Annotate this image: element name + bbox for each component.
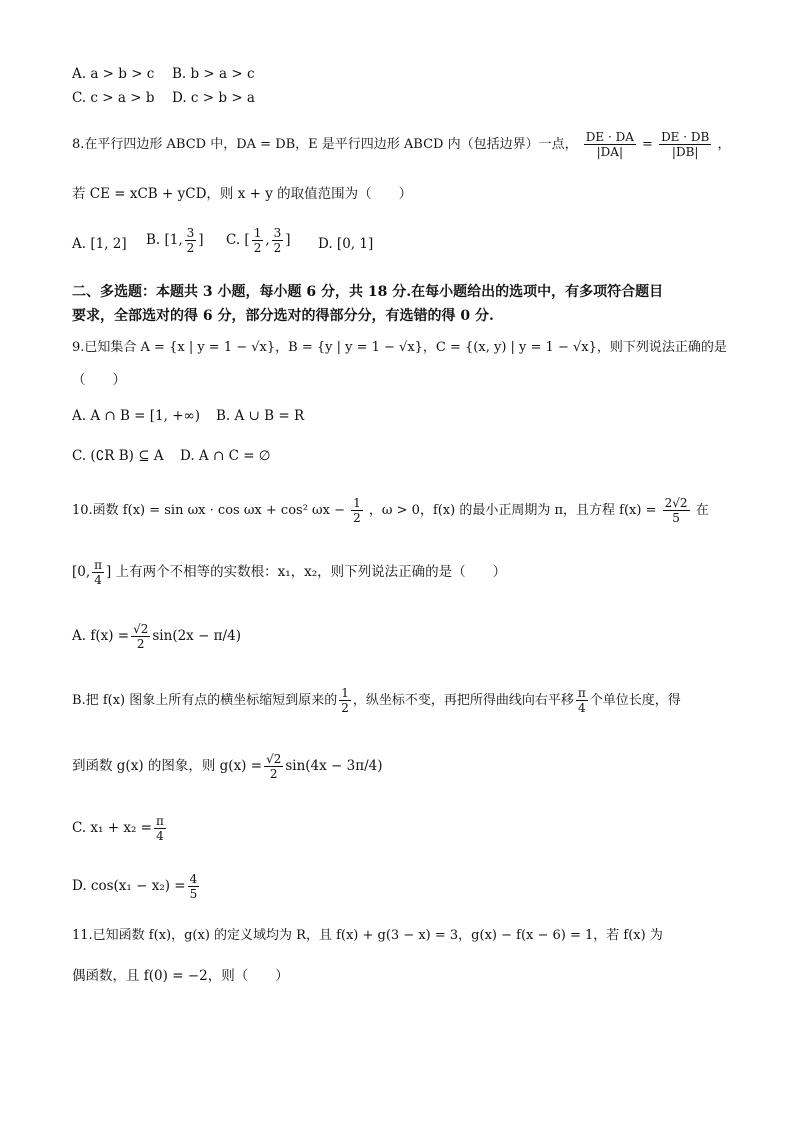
q8-fraction-right-num: DE · DB — [661, 130, 710, 144]
q10-option-b-l2-den: 2 — [269, 767, 278, 781]
q8-option-a: A. [1, 2] — [72, 236, 127, 252]
q8-fraction-left-den: |DA| — [596, 145, 623, 159]
q10-option-c-num: π — [155, 814, 164, 828]
q10-option-d-pre: D. cos(x₁ − x₂) = — [72, 878, 186, 894]
q10-option-b-l1-pfrac — [576, 686, 588, 715]
q10-option-b-l1-pnum: π — [577, 686, 586, 700]
q10-option-b-l2-frac — [264, 752, 283, 781]
q10-half-den: 2 — [353, 511, 361, 525]
q7-option-c: C. c > a > b — [72, 90, 155, 106]
q10-root-frac — [663, 496, 690, 525]
q10-root-num: 2√2 — [664, 496, 688, 510]
q10-line1-pre: 10.函数 f(x) = sin ωx · cos ωx + cos² ωx − — [72, 503, 345, 518]
q10-option-a-frac — [131, 622, 150, 651]
q8-option-b-den: 2 — [186, 241, 195, 255]
q10-line2-pre: [0, — [72, 564, 91, 580]
q8-option-c-den2: 2 — [273, 241, 282, 255]
q9-stem-line2: （ ） — [72, 372, 126, 388]
q10-line1-post: 在 — [695, 503, 709, 518]
q8-lead: 8.在平行四边形 ABCD 中，DA = DB，E 是平行四边形 ABCD 内（包括边界）一点， — [72, 137, 578, 152]
q9-option-b: B. A ∪ B = R — [216, 408, 305, 424]
q8-equals: = — [642, 137, 653, 152]
q10-option-b-l1-frac — [339, 686, 351, 715]
q8-option-c-frac1 — [252, 226, 264, 255]
q8-fraction-right — [659, 130, 711, 159]
q8-option-d: D. [0, 1] — [318, 236, 374, 252]
q8-option-c-sep: , — [265, 232, 270, 248]
q10-option-a-pre: A. f(x) = — [72, 628, 130, 644]
q10-option-c-den: 4 — [156, 829, 164, 843]
q10-option-b-line2 — [72, 752, 383, 781]
q10-option-c — [72, 814, 168, 843]
q8-option-b-post: ] — [198, 232, 204, 248]
q10-line2-post: ] 上有两个不相等的实数根：x₁，x₂，则下列说法正确的是（ ） — [106, 564, 507, 580]
q8-option-c — [226, 226, 291, 255]
q8-fraction-right-den: |DB| — [671, 145, 699, 159]
q10-option-b-l1-mid: ，纵坐标不变，再把所得曲线向右平移 — [352, 693, 574, 708]
q9-stem-line1: 9.已知集合 A = {x | y = 1 − √x}，B = {y | y = 1 − √x}，C = {(x, y) | y = 1 − √x}，则下列说法正确的是 — [72, 340, 727, 355]
q10-option-d-den: 5 — [189, 887, 198, 901]
q9-option-c: C. (∁R B) ⊆ A — [72, 448, 164, 464]
q10-option-b-l2-pre: 到函数 g(x) 的图象，则 g(x) = — [72, 758, 263, 774]
q8-fraction-left — [584, 130, 636, 159]
q10-option-b-l2-num: √2 — [266, 752, 282, 766]
q10-stem-line1 — [72, 496, 709, 525]
q8-cond-tail: ， — [717, 137, 731, 152]
q9-option-d: D. A ∩ C = ∅ — [180, 448, 271, 464]
q10-option-c-frac — [154, 814, 166, 843]
q10-half-num: 1 — [353, 496, 361, 510]
q8-option-b-pre: B. [1, — [146, 232, 183, 248]
q10-interval-num: π — [94, 558, 103, 572]
q11-stem-line2: 偶函数，且 f(0) = −2，则（ ） — [72, 968, 289, 984]
q8-option-c-num2: 3 — [273, 226, 282, 240]
q8-option-b — [146, 226, 204, 255]
q11-stem-line1: 11.已知函数 f(x)，g(x) 的定义域均为 R，且 f(x) + g(3 − x) = 3，g(x) − f(x − 6) = 1，若 f(x) 为 — [72, 928, 663, 943]
q9-option-a: A. A ∩ B = [1, +∞) — [72, 408, 201, 424]
q8-fraction-left-num: DE · DA — [585, 130, 634, 144]
q10-option-b-line1 — [72, 686, 681, 715]
q10-root-den: 5 — [672, 511, 680, 525]
q10-option-b-l1-post: 个单位长度，得 — [589, 693, 681, 708]
q8-option-c-den1: 2 — [253, 241, 262, 255]
section2-heading-line2: 要求，全部选对的得 6 分，部分选对的得部分分，有选错的得 0 分. — [72, 308, 494, 324]
q10-option-d-frac — [188, 872, 200, 901]
q10-line1-mid: ，ω > 0，f(x) 的最小正周期为 π，且方程 f(x) = — [368, 503, 657, 518]
q10-option-a-den: 2 — [136, 637, 145, 651]
q10-interval-frac — [92, 558, 104, 587]
q10-option-a-num: √2 — [133, 622, 149, 636]
q10-option-b-l1-pden: 4 — [578, 701, 586, 715]
q7-option-a: A. a > b > c — [72, 66, 155, 82]
q8-option-b-frac — [185, 226, 197, 255]
q10-option-b-l2-post: sin(4x − 3π/4) — [285, 758, 383, 774]
q10-stem-line2 — [72, 558, 506, 587]
q7-option-d: D. c > b > a — [172, 90, 255, 106]
q10-half-frac — [351, 496, 363, 525]
q8-option-c-num1: 1 — [253, 226, 262, 240]
q8-option-c-pre: C. [ — [226, 232, 250, 248]
q10-option-b-l1-den: 2 — [341, 701, 349, 715]
q8-option-b-num: 3 — [186, 226, 195, 240]
q7-option-b: B. b > a > c — [172, 66, 255, 82]
q10-option-d — [72, 872, 201, 901]
q10-option-b-l1-num: 1 — [341, 686, 349, 700]
q8-option-c-post: ] — [285, 232, 291, 248]
q8-stem-line1 — [72, 130, 730, 159]
q8-stem-line2: 若 CE = xCB + yCD，则 x + y 的取值范围为（ ） — [72, 186, 413, 202]
q10-option-d-num: 4 — [189, 872, 198, 886]
q10-option-b-l1-pre: B.把 f(x) 图象上所有点的横坐标缩短到原来的 — [72, 693, 338, 708]
q10-option-a-post: sin(2x − π/4) — [152, 628, 241, 644]
q10-option-a — [72, 622, 241, 651]
q10-option-c-pre: C. x₁ + x₂ = — [72, 820, 152, 836]
section2-heading-line1: 二、多选题：本题共 3 小题，每小题 6 分，共 18 分.在每小题给出的选项中，有多项符合题目 — [72, 284, 664, 300]
q8-option-c-frac2 — [272, 226, 284, 255]
q10-interval-den: 4 — [94, 573, 102, 587]
